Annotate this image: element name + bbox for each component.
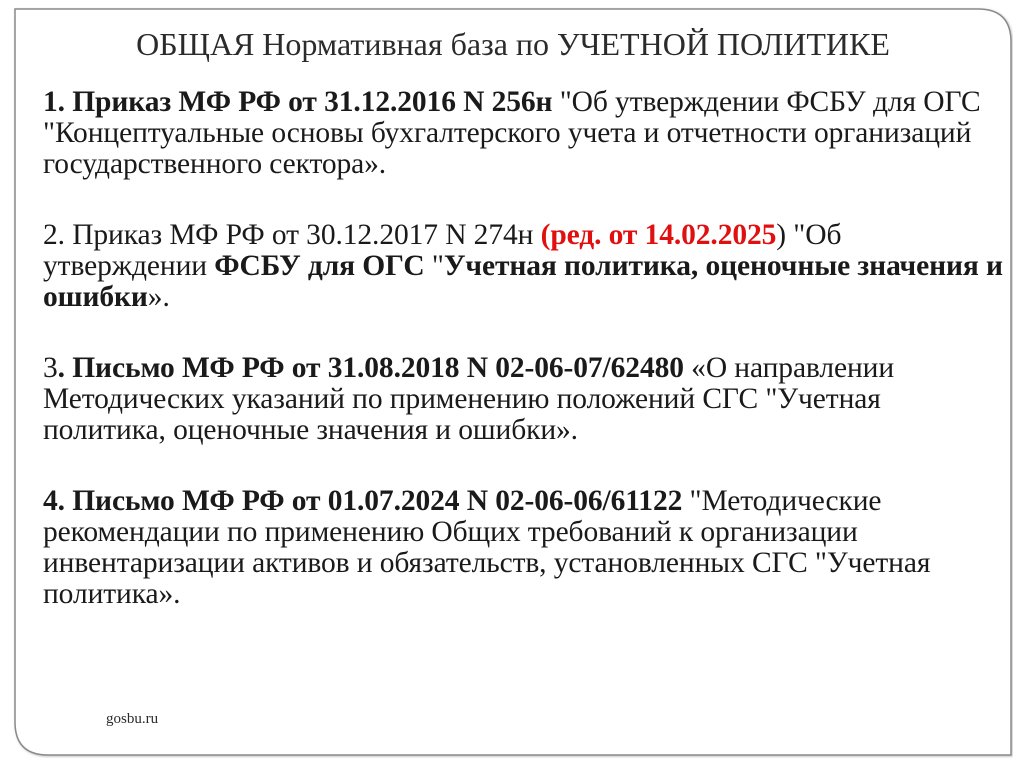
- item-2-text-c: ": [424, 250, 444, 282]
- list-item: [43, 220, 1003, 313]
- item-4-text: "Методические рекомендации по применению Общих требований к организации инвентаризации активов и обязательств, установленных СГС "Учетная политика».: [43, 485, 931, 610]
- list-item: [43, 353, 1003, 446]
- list-item: [43, 486, 1003, 610]
- item-2-text-d: ».: [147, 281, 170, 313]
- item-2-reference: 2. Приказ МФ РФ от 30.12.2017 N 274н: [43, 219, 541, 251]
- slide: [13, 7, 1013, 758]
- item-2-bold-c: Учетная политика, оценочные значения и ошибки: [43, 250, 1003, 313]
- item-2-text-b: ) "Об утверждении: [43, 219, 842, 282]
- item-3-text: «О направлении Методических указаний по применению положений СГС "Учетная политика, оценочные значения и ошибки».: [43, 352, 895, 446]
- slide-title: ОБЩАЯ Нормативная база по УЧЕТНОЙ ПОЛИТИКЕ: [136, 26, 890, 62]
- list-item: [43, 87, 1003, 180]
- item-1-text: "Об утверждении ФСБУ для ОГС "Концептуальные основы бухгалтерского учета и отчетности организаций государственного сектора».: [43, 86, 981, 180]
- item-1-reference: 1. Приказ МФ РФ от 31.12.2016 N 256н: [43, 86, 553, 118]
- item-3-reference: . Письмо МФ РФ от 31.08.2018 N 02-06-07/62480: [57, 352, 684, 384]
- item-4-reference: 4. Письмо МФ РФ от 01.07.2024 N 02-06-06/61122: [43, 485, 683, 517]
- item-2-bold-b: ФСБУ для ОГС: [214, 250, 425, 282]
- item-3-number: 3: [43, 352, 58, 384]
- regulation-list: [43, 87, 1003, 650]
- item-2-revision: (ред. от 14.02.2025: [540, 219, 777, 251]
- footer-source: gosbu.ru: [106, 711, 159, 727]
